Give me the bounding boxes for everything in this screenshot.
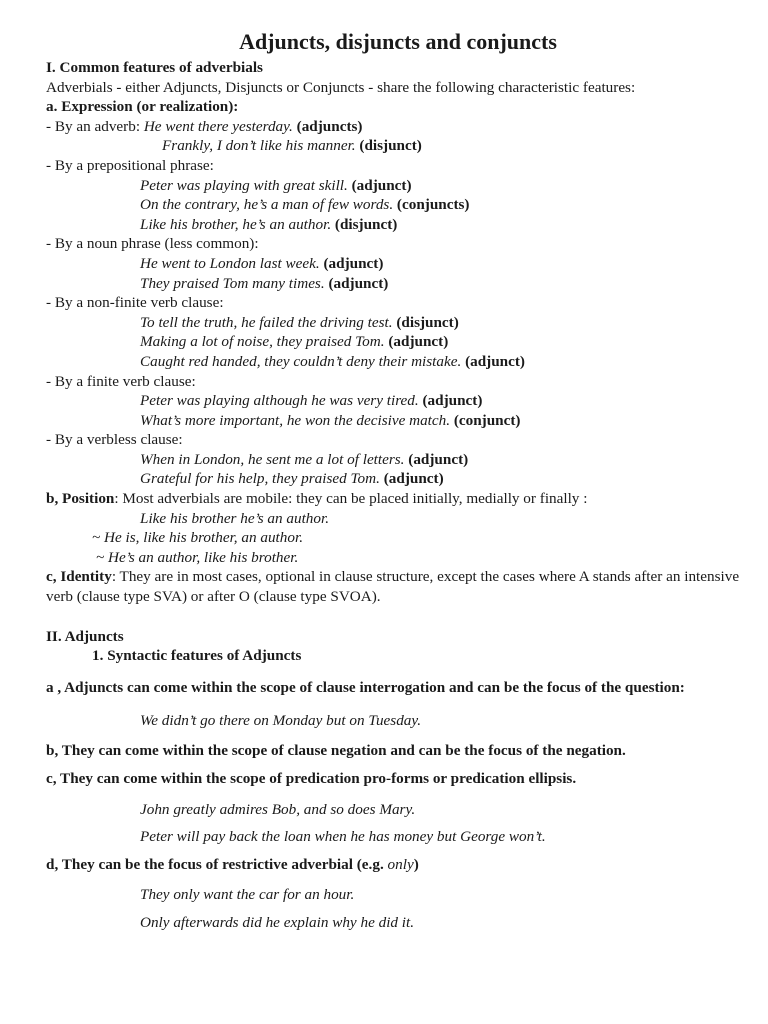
example-line bbox=[46, 411, 750, 431]
intro-paragraph: Adverbials - either Adjuncts, Disjuncts or Conjuncts - share the following characteristic features: bbox=[46, 78, 636, 96]
example-tag: (adjunct) bbox=[384, 333, 449, 351]
example-sentence: Like his brother, he’s an author. bbox=[140, 215, 332, 233]
noun-label: - By a noun phrase (less common): bbox=[46, 235, 259, 253]
example-line bbox=[46, 195, 750, 215]
example-tag: (disjunct) bbox=[392, 313, 459, 331]
adjunct-example-a: We didn’t go there on Monday but on Tuesday. bbox=[140, 711, 422, 729]
adjunct-example-d2: Only afterwards did he explain why he did it. bbox=[140, 913, 415, 931]
adverb-label: - By an adverb: bbox=[46, 117, 144, 135]
adjunct-example-c1: John greatly admires Bob, and so does Mary. bbox=[140, 800, 416, 818]
identity-text: : They are in most cases, optional in clause structure, except the cases where A stands after an intensive verb (clause type SVA) or after O (clause type SVOA). bbox=[46, 568, 740, 606]
example-line bbox=[46, 469, 750, 489]
identity-paragraph bbox=[46, 567, 750, 606]
verbless-label: - By a verbless clause: bbox=[46, 431, 183, 449]
position-label: b, Position bbox=[46, 490, 115, 508]
adjunct-point-b: b, They can come within the scope of clause negation and can be the focus of the negation. bbox=[46, 742, 626, 760]
section-heading-common-features: I. Common features of adverbials bbox=[46, 59, 263, 76]
example-tag: (adjunct) bbox=[347, 176, 412, 194]
example-line bbox=[46, 274, 750, 294]
position-line bbox=[46, 489, 750, 509]
subsection-heading-syntactic: 1. Syntactic features of Adjuncts bbox=[92, 647, 302, 665]
example-line bbox=[46, 313, 750, 333]
example-sentence: Grateful for his help, they praised Tom. bbox=[140, 470, 380, 488]
adverb-line bbox=[46, 117, 750, 137]
example-line bbox=[46, 176, 750, 196]
example-tag: (adjunct) bbox=[418, 392, 483, 410]
adverb-line-2 bbox=[46, 136, 750, 156]
adjunct-point-d-only: only bbox=[387, 855, 414, 873]
example-sentence: What’s more important, he won the decisive match. bbox=[140, 411, 451, 429]
subheading-expression: a. Expression (or realization): bbox=[46, 98, 239, 116]
example-sentence: When in London, he sent me a lot of letters. bbox=[140, 450, 405, 468]
example-sentence: Making a lot of noise, they praised Tom. bbox=[140, 333, 385, 351]
example-tag: (disjunct) bbox=[355, 137, 422, 155]
adjunct-point-d-text: d, They can be the focus of restrictive adverbial (e.g. bbox=[46, 855, 388, 873]
position-example-2: ~ He is, like his brother, an author. bbox=[92, 529, 303, 547]
example-tag: (adjunct) bbox=[461, 352, 525, 370]
example-sentence: He went there yesterday. bbox=[143, 117, 293, 135]
position-example-1: Like his brother he’s an author. bbox=[140, 509, 330, 527]
position-text: : Most adverbials are mobile: they can be placed initially, medially or finally : bbox=[114, 490, 588, 508]
example-sentence: He went to London last week. bbox=[140, 254, 320, 272]
adjunct-example-c2: Peter will pay back the loan when he has money but George won’t. bbox=[140, 828, 546, 846]
example-tag: (adjunct) bbox=[404, 450, 469, 468]
example-tag: (conjunct) bbox=[450, 411, 521, 429]
example-sentence: They praised Tom many times. bbox=[140, 274, 325, 292]
adjunct-point-d bbox=[46, 854, 750, 874]
example-line bbox=[46, 391, 750, 411]
nonfinite-label: - By a non-finite verb clause: bbox=[46, 294, 224, 312]
example-tag: (adjunct) bbox=[319, 254, 384, 272]
example-line bbox=[46, 450, 750, 470]
prep-label: - By a prepositional phrase: bbox=[46, 156, 214, 174]
example-line bbox=[46, 254, 750, 274]
position-example-3: ~ He’s an author, like his brother. bbox=[96, 548, 299, 566]
document-page bbox=[46, 28, 750, 932]
finite-label: - By a finite verb clause: bbox=[46, 372, 196, 390]
adjunct-point-c: c, They can come within the scope of predication pro-forms or predication ellipsis. bbox=[46, 770, 577, 787]
example-sentence: To tell the truth, he failed the driving test. bbox=[140, 313, 393, 331]
example-tag: (disjunct) bbox=[331, 215, 398, 233]
example-tag: (adjunct) bbox=[324, 274, 389, 292]
identity-label: c, Identity bbox=[46, 568, 112, 586]
section-heading-adjuncts: II. Adjuncts bbox=[46, 627, 124, 645]
example-tag: (adjunct) bbox=[379, 470, 444, 488]
example-sentence: On the contrary, he’s a man of few words. bbox=[140, 196, 394, 214]
example-sentence: Frankly, I don’t like his manner. bbox=[162, 137, 356, 155]
adjunct-example-d1: They only want the car for an hour. bbox=[140, 886, 355, 904]
example-tag: (conjuncts) bbox=[393, 196, 470, 214]
adjunct-point-d-close: ) bbox=[413, 855, 419, 873]
example-sentence: Peter was playing although he was very tired. bbox=[140, 392, 419, 410]
page-title: Adjuncts, disjuncts and conjuncts bbox=[239, 29, 557, 54]
example-sentence: Caught red handed, they couldn’t deny their mistake. bbox=[140, 352, 462, 370]
example-tag: (adjuncts) bbox=[292, 117, 363, 135]
example-line bbox=[46, 215, 750, 235]
example-line bbox=[46, 332, 750, 352]
example-sentence: Peter was playing with great skill. bbox=[140, 176, 348, 194]
example-line bbox=[46, 352, 750, 372]
adjunct-point-a: a , Adjuncts can come within the scope of clause interrogation and can be the focus of the question: bbox=[46, 678, 685, 696]
